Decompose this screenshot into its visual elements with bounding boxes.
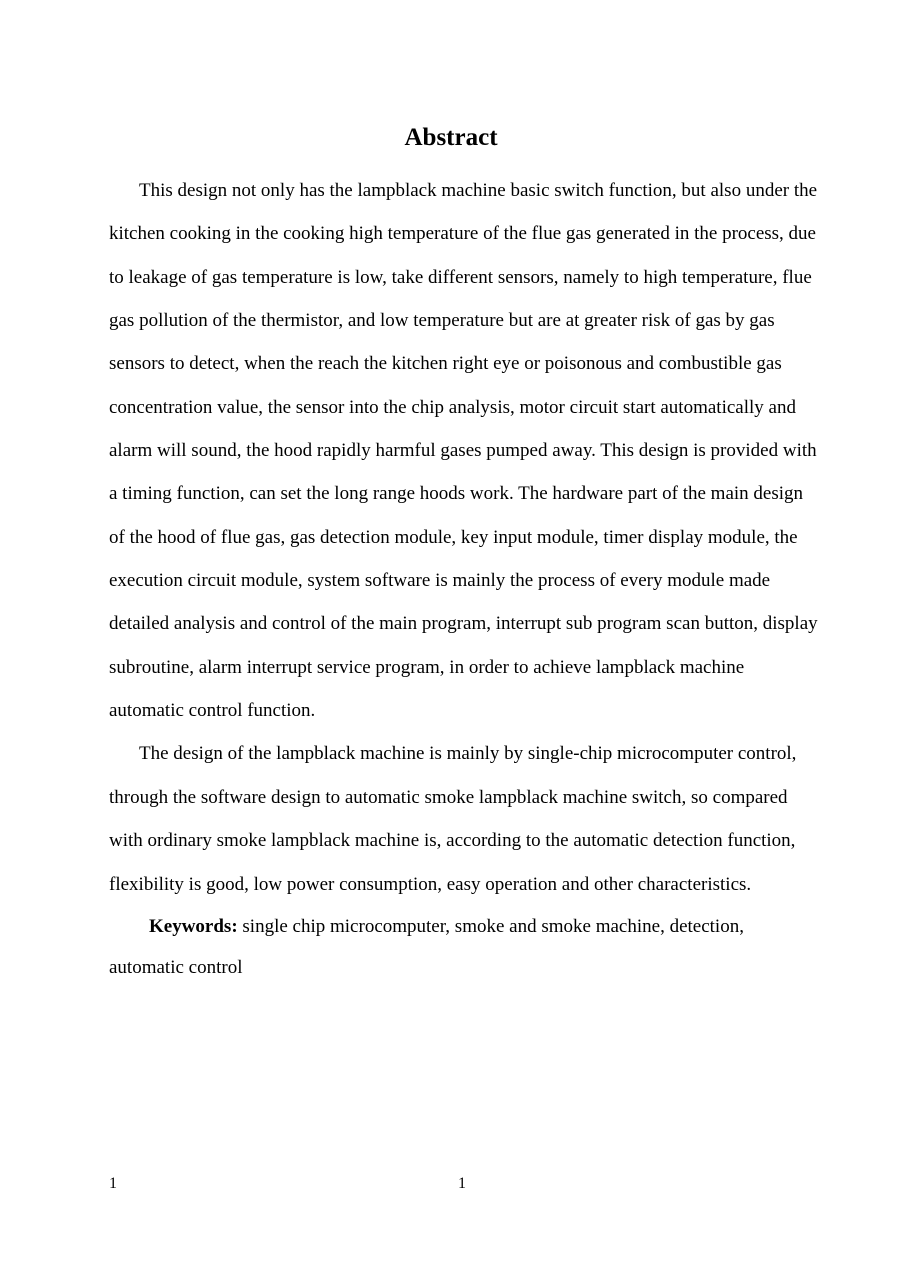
paragraph-2: The design of the lampblack machine is mainly by single-chip microcomputer control, through the software design to automatic smoke lampblack machine switch, so compared with ordinary smoke lampblack machine is, according to the automatic detection function, flexibility is good, low power consumption, easy operation and other characteristics. <box>109 743 797 895</box>
keywords-line <box>109 906 821 988</box>
page-title: Abstract <box>404 124 498 151</box>
footer-page-number-left: 1 <box>109 1175 117 1192</box>
abstract-body <box>109 169 821 988</box>
footer-page-number-center: 1 <box>458 1175 466 1192</box>
paragraph-1: This design not only has the lampblack machine basic switch function, but also under the kitchen cooking in the cooking high temperature of the flue gas generated in the process, due to leakage of gas temperature is low, take different sensors, namely to high temperature, flue gas pollution of the thermistor, and low temperature but are at greater risk of gas by gas sensors to detect, when the reach the kitchen right eye or poisonous and combustible gas concentration value, the sensor into the chip analysis, motor circuit start automatically and alarm will sound, the hood rapidly harmful gases pumped away. This design is provided with a timing function, can set the long range hoods work. The hardware part of the main design of the hood of flue gas, gas detection module, key input module, timer display module, the execution circuit module, system software is mainly the process of every module made detailed analysis and control of the main program, interrupt sub program scan button, display subroutine, alarm interrupt service program, in order to achieve lampblack machine automatic control function. <box>109 180 818 722</box>
keywords-text: single chip microcomputer, smoke and smoke machine, detection, automatic control <box>109 915 744 978</box>
keywords-label: Keywords: <box>149 915 238 937</box>
